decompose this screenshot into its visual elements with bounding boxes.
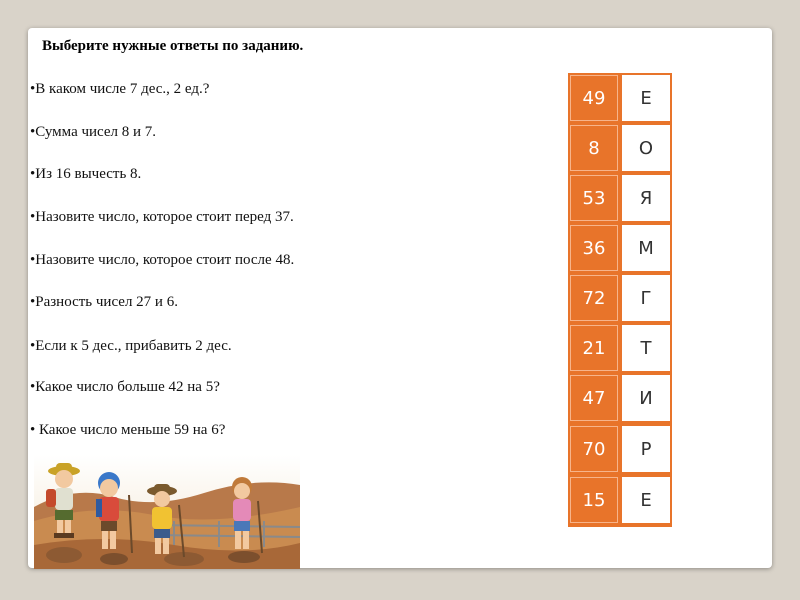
answer-number-7[interactable]: 47	[570, 375, 618, 421]
answer-number-5[interactable]: 72	[570, 275, 618, 321]
answer-letter-7[interactable]: И	[622, 375, 670, 421]
answer-letter-5[interactable]: Г	[622, 275, 670, 321]
answer-number-8[interactable]: 70	[570, 426, 618, 472]
answer-letter-8[interactable]: Р	[622, 426, 670, 472]
question-2: •Сумма чисел 8 и 7.	[30, 124, 157, 140]
answer-letter-1[interactable]: Е	[622, 75, 670, 121]
task-title: Выберите нужные ответы по заданию.	[42, 38, 304, 54]
children-hiking-illustration	[34, 455, 300, 569]
answer-letter-2[interactable]: О	[622, 125, 670, 171]
question-8: •Какое число больше 42 на 5?	[30, 379, 220, 395]
answer-number-6[interactable]: 21	[570, 325, 618, 371]
answer-number-2[interactable]: 8	[570, 125, 618, 171]
answer-number-1[interactable]: 49	[570, 75, 618, 121]
answer-number-9[interactable]: 15	[570, 477, 618, 523]
answer-letter-4[interactable]: М	[622, 225, 670, 271]
answer-letter-6[interactable]: Т	[622, 325, 670, 371]
answer-letter-9[interactable]: Е	[622, 477, 670, 523]
answer-number-3[interactable]: 53	[570, 175, 618, 221]
question-6: •Разность чисел 27 и 6.	[30, 294, 178, 310]
question-1: •В каком числе 7 дес., 2 ед.?	[30, 81, 210, 97]
question-9: • Какое число меньше 59 на 6?	[30, 422, 226, 438]
question-3: •Из 16 вычесть 8.	[30, 166, 142, 182]
answer-letter-3[interactable]: Я	[622, 175, 670, 221]
answer-number-4[interactable]: 36	[570, 225, 618, 271]
question-7: •Если к 5 дес., прибавить 2 дес.	[30, 338, 232, 354]
question-5: •Назовите число, которое стоит после 48.	[30, 252, 295, 268]
question-4: •Назовите число, которое стоит перед 37.	[30, 209, 294, 225]
